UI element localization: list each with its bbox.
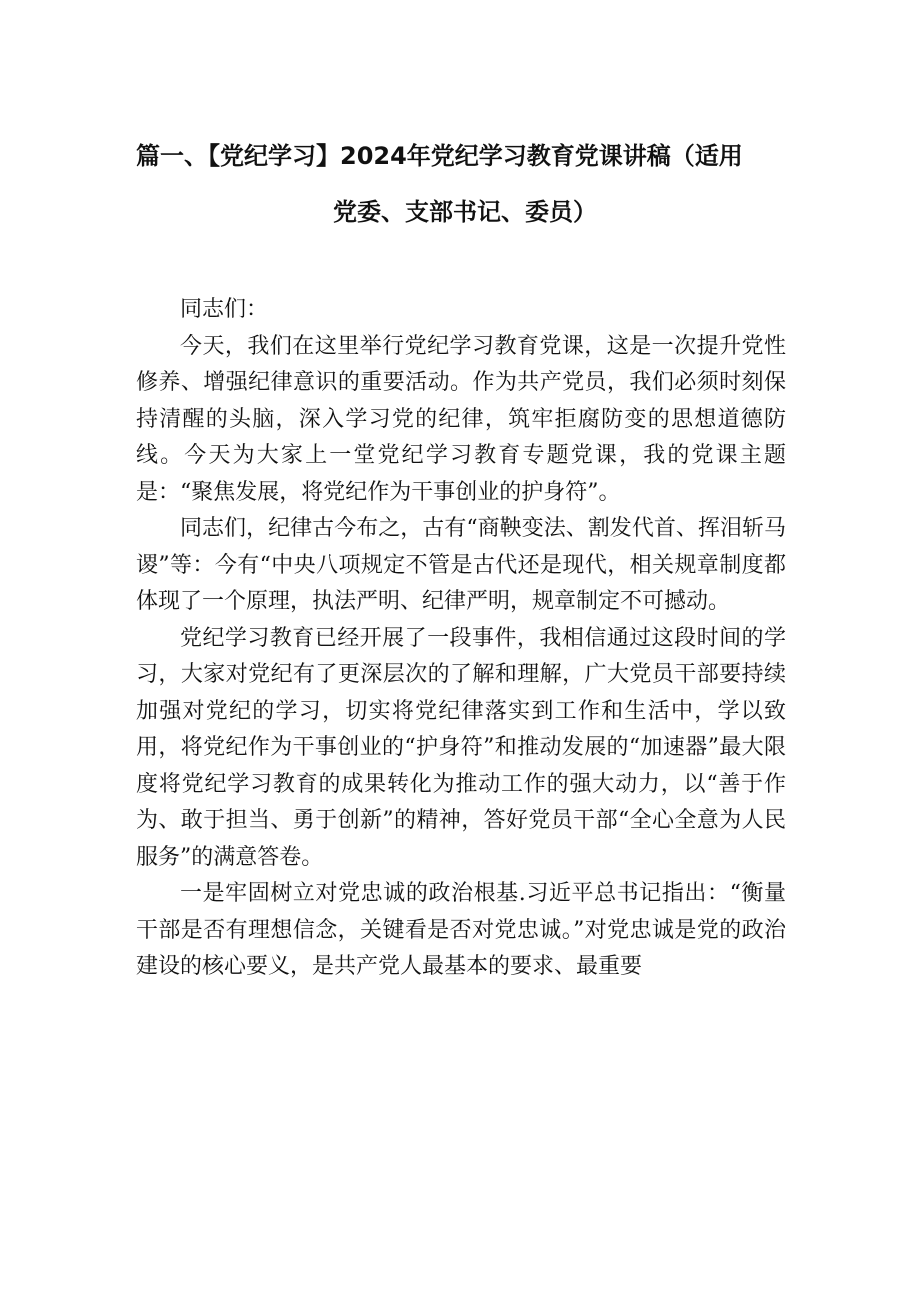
paragraph-3: 党纪学习教育已经开展了一段事件，我相信通过这段时间的学习，大家对党纪有了更深层次的了解和理解，广大党员干部要持续加强对党纪的学习，切实将党纪律落实到工作和生活中，学以致用，将党纪作为干事创业的“护身符”和推动发展的“加速器”最大限度将党纪学习教育的成果转化为推动工作的强大动力，以“善于作为、敢于担当、勇于创新”的精神，答好党员干部“全心全意为人民服务”的满意答卷。 [136,625,786,870]
document-title-line-2: 党委、支部书记、委员） [333,198,597,226]
paragraph-4: 一是牢固树立对党忠诚的政治根基.习近平总书记指出：“衡量干部是否有理想信念，关键看是否对党忠诚。”对党忠诚是党的政治建设的核心要义，是共产党人最基本的要求、最重要 [136,881,786,979]
paragraph-2: 同志们，纪律古今布之，古有“商鞅变法、割发代首、挥泪斩马谡”等：今有“中央八项规定不管是古代还是现代，相关规章制度都体现了一个原理，执法严明、纪律严明，规章制定不可撼动。 [136,516,786,614]
salutation: 同志们： [180,297,269,322]
document-body [136,292,786,986]
document-title-line-1: 篇一、【党纪学习】2024年党纪学习教育党课讲稿（适用 [136,142,743,170]
paragraph-1: 今天，我们在这里举行党纪学习教育党课，这是一次提升党性修养、增强纪律意识的重要活动。作为共产党员，我们必须时刻保持清醒的头脑，深入学习党的纪律，筑牢拒腐防变的思想道德防线。今天为大家上一堂党纪学习教育专题党课，我的党课主题是：“聚焦发展，将党纪作为干事创业的护身符”。 [136,333,786,505]
